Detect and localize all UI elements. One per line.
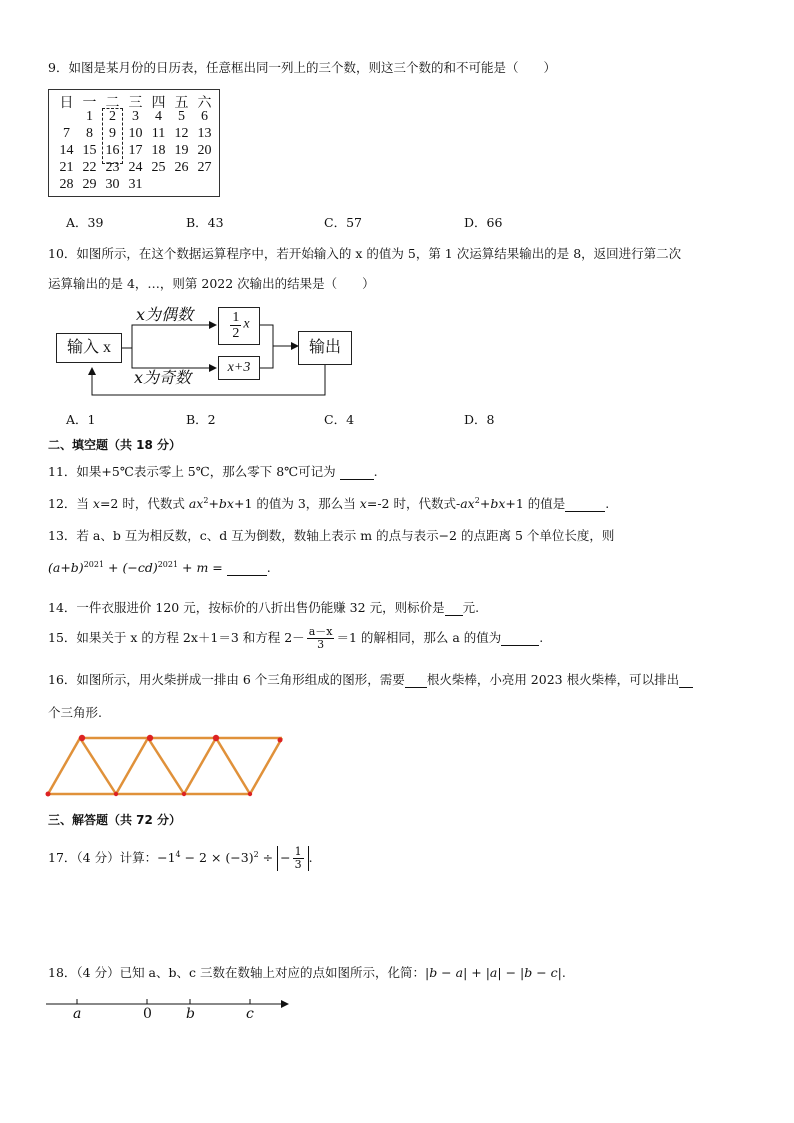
q11-text [48,462,378,480]
q18-prefix: 18．（4 分）已知 a、b、c 三数在数轴上对应的点如图所示，化简： [48,965,425,980]
calendar-cell: 6 [201,109,208,124]
flow-even-label: x为偶数 [136,305,194,324]
q13-expr: (a+b) [48,560,84,576]
calendar-table [48,89,220,197]
q12-suffix: . [605,496,610,511]
q12-seg: =-2 时，代数式- [366,496,461,511]
calendar-cell: 15 [82,143,97,158]
q10-option-b: B．2 [186,412,216,427]
calendar-cell: 二 [105,96,120,111]
q14-suffix: 元. [462,600,480,615]
q12-var: bx [218,496,234,511]
calendar-cell: 21 [59,160,74,175]
q9-text: 9．如图是某月份的日历表，任意框出同一列上的三个数，则这三个数的和不可能是（ ） [48,60,556,75]
calendar-cell: 5 [178,109,185,124]
flow-half-box [218,307,260,345]
calendar-cell: 13 [197,126,212,141]
q17-expr: ÷ [258,850,278,865]
q15-fraction [307,626,335,651]
matchstick-triangles-figure [44,732,288,802]
q15-prefix: 15．如果关于 x 的方程 2x＋1＝3 和方程 2－ [48,630,305,645]
q10-text-line1: 10．如图所示，在这个数据运算程序中，若开始输入的 x 的值为 5，第 1 次运算结果输出的是 8，返回进行第二次 [48,246,682,261]
q12-seg: + [208,496,219,511]
q17-fraction [293,846,304,871]
q13-blank [227,560,267,576]
q12-exponent: 2 [474,495,480,505]
flow-plus3-label: x+3 [227,360,251,375]
q12-blank [565,496,605,512]
calendar-cell: 一 [82,96,97,111]
calendar-cell: 8 [86,126,93,141]
q16-prefix: 16．如图所示，用火柴拼成一排由 6 个三角形组成的图形，需要 [48,672,405,687]
flow-output-label: 输出 [308,339,341,356]
q11-suffix: . [373,464,378,479]
number-line-label-c: c [246,1006,254,1022]
calendar-cell: 24 [128,160,143,175]
q12-seg: +1 的值为 3，那么当 [233,496,360,511]
calendar-cell: 30 [105,177,120,192]
half-fraction [230,310,241,341]
calendar-cell: 9 [109,126,116,141]
q16-text-line2: 个三角形. [48,705,102,720]
calendar-cell: 日 [59,96,74,111]
calendar-cell: 23 [105,160,120,175]
q17-absolute-value [277,846,308,871]
q12-var: ax [188,496,204,511]
calendar-cell: 六 [197,96,212,111]
q16-middle: 根火柴棒，小亮用 2023 根火柴棒，可以排出 [426,672,680,687]
q13-exponent: 2021 [157,560,179,569]
q14-text [48,598,479,616]
q14-blank [445,600,463,616]
q15-text [48,626,543,651]
q14-prefix: 14．一件衣服进价 120 元，按标价的八折出售仍能赚 32 元，则标价是 [48,600,445,615]
q10-option-c: C．4 [324,412,355,427]
q16-blank-1 [405,672,427,688]
half-numerator: 1 [232,310,240,325]
q17-exponent: 2 [253,849,259,859]
calendar-cell: 19 [174,143,189,158]
q17-expr: − 2 × (−3) [180,850,254,865]
calendar-cell: 四 [151,96,166,111]
q10-text-line2: 运算输出的是 4，…，则第 2022 次输出的结果是（ ） [48,276,375,291]
calendar-cell: 2 [109,109,116,124]
q12-var: bx [490,496,506,511]
q15-middle: ＝1 的解相同，那么 a 的值为 [336,630,502,645]
calendar-cell: 31 [128,177,143,192]
section-2-heading: 二、填空题（共 18 分） [48,438,182,452]
flow-odd-label: x为奇数 [134,368,192,387]
number-line-label-a: a [73,1006,82,1022]
half-variable: x [243,316,250,332]
calendar-cell: 五 [174,96,189,111]
q17-expr: −1 [157,850,176,865]
calendar-cell: 26 [174,160,189,175]
q13-exponent: 2021 [83,560,105,569]
q12-seg: +1 的值是 [505,496,566,511]
q15-blank [501,630,539,646]
q12-seg: =2 时，代数式 [99,496,189,511]
calendar-cell: 12 [174,126,189,141]
q17-minus: − [280,850,291,865]
q13-expr: + (−cd) [104,560,158,576]
q12-var: x [359,496,367,511]
q17-text [48,846,313,871]
q18-text [48,963,566,981]
dashed-selection-frame [102,108,123,164]
q15-numerator: a－x [308,625,333,638]
q13-suffix: . [266,560,271,576]
section-3-heading: 三、解答题（共 72 分） [48,813,182,827]
q13-text-line1: 13．若 a、b 互为相反数，c、d 互为倒数，数轴上表示 m 的点与表示−2 的点距离 5 个单位长度，则 [48,528,615,543]
calendar-cell: 18 [151,143,166,158]
q9-option-d: D．66 [464,215,503,230]
q11-blank [340,464,374,480]
q12-var: x [92,496,100,511]
calendar-cell: 16 [105,143,120,158]
calendar-cell: 10 [128,126,143,141]
calendar-cell: 三 [128,96,143,111]
q10-option-d: D．8 [464,412,495,427]
q12-var: ax [460,496,475,511]
calendar-cell: 20 [197,143,212,158]
q18-expression: |b − a| + |a| − |b − c| [425,965,562,980]
calendar-cell: 14 [59,143,74,158]
flow-output-box [298,331,352,365]
q16-blank-2 [679,672,693,688]
calendar-cell: 17 [128,143,143,158]
q9-option-a: A．39 [66,215,104,230]
q10-option-a: A．1 [66,412,96,427]
q18-suffix: . [561,965,566,980]
calendar-cell: 27 [197,160,212,175]
q12-exponent: 2 [203,495,209,505]
calendar-cell: 7 [63,126,70,141]
flow-input-label: 输入 x [66,339,111,356]
q15-suffix: . [539,630,544,645]
q13-expr: + m = [178,560,227,576]
flow-input-box [56,333,122,363]
q12-text [48,494,609,512]
half-denominator: 2 [232,326,240,341]
q17-exponent: 4 [175,849,181,859]
q9-option-b: B．43 [186,215,224,230]
calendar-cell: 25 [151,160,166,175]
number-line-label-b: b [186,1006,195,1022]
calendar-cell: 4 [155,109,162,124]
number-line [44,996,294,1026]
q17-numerator: 1 [294,845,302,858]
flow-plus3-box [218,356,260,380]
q15-denominator: 3 [317,638,325,651]
calendar-cell: 22 [82,160,97,175]
q17-denominator: 3 [294,858,302,871]
q12-seg: + [479,496,491,511]
calendar-cell: 1 [86,109,93,124]
calendar-cell: 28 [59,177,74,192]
calendar-cell: 29 [82,177,97,192]
number-line-label-zero: 0 [143,1006,152,1022]
q17-prefix: 17．（4 分）计算： [48,850,158,865]
q11-prefix: 11．如果+5℃表示零上 5℃，那么零下 8℃可记为 [48,464,340,479]
q16-text-line1 [48,670,693,688]
q12-seg: 12．当 [48,496,93,511]
q17-suffix: . [308,850,313,865]
q9-option-c: C．57 [324,215,362,230]
calendar-cell: 3 [132,109,139,124]
calendar-cell: 11 [151,126,166,141]
q13-text-line2 [48,560,271,576]
